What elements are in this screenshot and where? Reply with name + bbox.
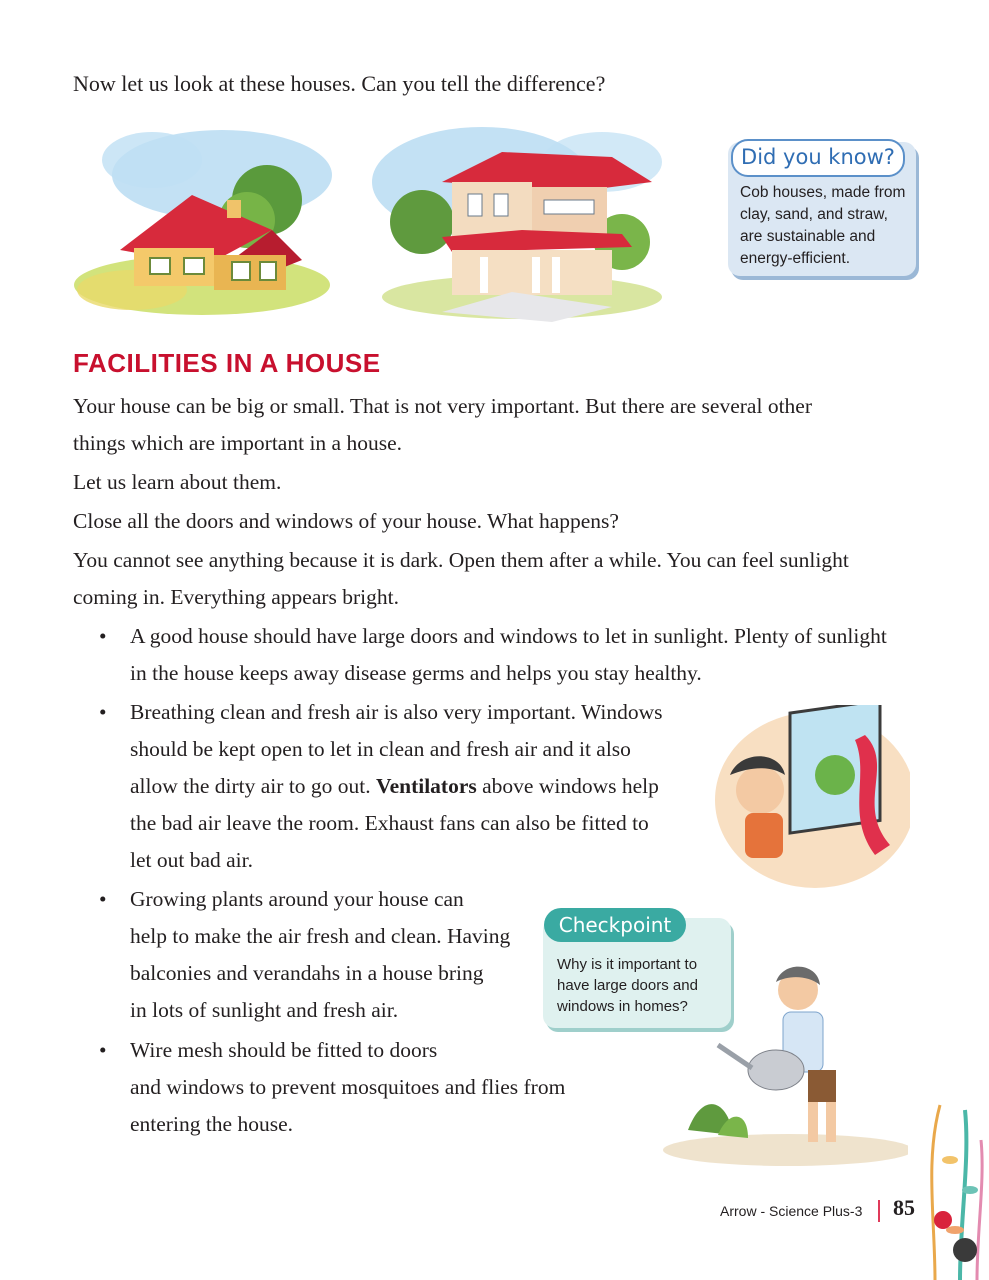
decorative-plant-corner <box>915 1100 989 1280</box>
cottage-illustration <box>72 120 334 315</box>
bullet-line: let out bad air. <box>130 848 253 872</box>
bullet-line: Growing plants around your house can <box>130 887 464 911</box>
bullet-plants <box>99 881 525 1029</box>
page-number: 85 <box>893 1195 915 1220</box>
bullet-wire-mesh <box>99 1032 650 1143</box>
bullet-line: and windows to prevent mosquitoes and flies from <box>130 1075 566 1099</box>
footer-book-title: Arrow - Science Plus-3 <box>720 1203 863 1219</box>
section-heading: FACILITIES IN A HOUSE <box>73 348 381 378</box>
bullet-text: above windows help <box>476 774 659 798</box>
paragraph-line: Your house can be big or small. That is not very important. But there are several other <box>73 394 812 418</box>
bullet-dot: • <box>99 624 107 648</box>
paragraph-line: Close all the doors and windows of your house. What happens? <box>73 509 619 533</box>
paragraph-line: You cannot see anything because it is dark. Open them after a while. You can feel sunlight <box>73 548 849 572</box>
paragraph-line: coming in. Everything appears bright. <box>73 585 400 609</box>
boy-window-illustration <box>705 705 910 890</box>
bullet-dot: • <box>99 1038 107 1062</box>
bullet-line: the bad air leave the room. Exhaust fans can also be fitted to <box>130 811 649 835</box>
bullet-line: help to make the air fresh and clean. Having <box>130 924 511 948</box>
bullet-line: should be kept open to let in clean and fresh air and it also <box>130 737 631 761</box>
intro-text: Now let us look at these houses. Can you tell the difference? <box>73 71 606 96</box>
checkpoint-text: Why is it important to have large doors and windows in homes? <box>557 956 698 1015</box>
bullet-line <box>130 768 700 805</box>
bullet-dot: • <box>99 887 107 911</box>
bullet-line: in the house keeps away disease germs and helps you stay healthy. <box>130 661 702 685</box>
bullet-sunlight <box>99 618 930 692</box>
bullet-dot: • <box>99 700 107 724</box>
bullet-line: balconies and verandahs in a house bring <box>130 961 484 985</box>
bullet-line: entering the house. <box>130 1112 293 1136</box>
ventilators-term: Ventilators <box>376 774 477 798</box>
paragraph-line: Let us learn about them. <box>73 470 282 494</box>
bungalow-illustration <box>372 122 664 322</box>
did-you-know-text: Cob houses, made from clay, sand, and straw, are sustainable and energy-efficient. <box>740 184 906 267</box>
bullet-line: A good house should have large doors and windows to let in sunlight. Plenty of sunlight <box>130 624 887 648</box>
boy-watering-illustration <box>648 960 908 1170</box>
bullet-line: in lots of sunlight and fresh air. <box>130 998 399 1022</box>
checkpoint-title: Checkpoint <box>544 908 686 942</box>
bullet-line: Wire mesh should be fitted to doors <box>130 1038 438 1062</box>
paragraph-line: things which are important in a house. <box>73 431 402 455</box>
did-you-know-title: Did you know? <box>731 139 905 177</box>
bullet-fresh-air <box>99 694 700 879</box>
bullet-line: Breathing clean and fresh air is also very important. Windows <box>130 700 663 724</box>
footer-separator <box>878 1200 880 1222</box>
bullet-text: allow the dirty air to go out. <box>130 774 377 798</box>
